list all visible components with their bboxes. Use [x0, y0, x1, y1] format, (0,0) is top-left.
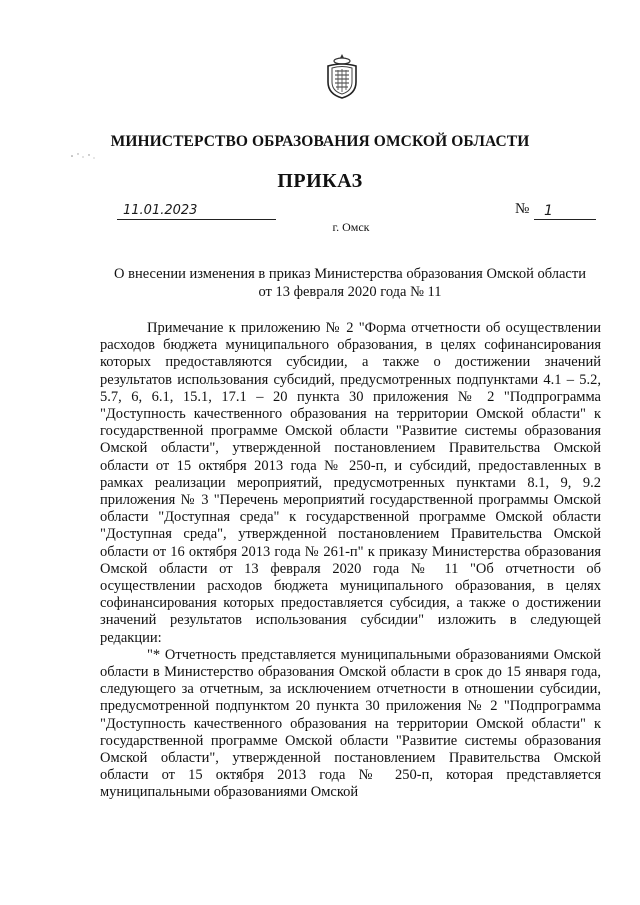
- order-subject: [100, 266, 600, 301]
- body-paragraph-2: "* Отчетность представляется муниципальными образованиями Омской области в Министерство образования Омской области в срок до 15 января года, следующего за отчетным, за исключением отчетности в отношении субсидии, предусмотренной подпунктом 20 пункта 30 приложения № 2 "Подпрограмма "Доступность качественного образования на территории Омской области" к государственной программе Омской области "Развитие системы образования Омской области", утвержденной постановлением Правительства Омской области от 15 октября 2013 года № 250-п, которая представляется муниципальными образованиями Омской: [100, 646, 601, 801]
- number-label: №: [515, 201, 530, 217]
- body-paragraph-1: Примечание к приложению № 2 "Форма отчетности об осуществлении расходов бюджета муниципального образования, в целях софинансирования которых предоставляются субсидии, а также о достижении значений результатов использования субсидий, предусмотренных подпунктами 4.1 – 5.2, 5.7, 6, 6.1, 15.1, 17.1 – 20 пункта 30 приложения № 2 "Подпрограмма "Доступность качественного образования на территории Омской области" к государственной программе Омской области "Развитие системы образования Омской области", утвержденной постановлением Правительства Омской области от 15 октября 2013 года № 250-п, и субсидий, предоставленных в рамках реализации мероприятий, предусмотренных пунктами 8.1, 9, 9.2 приложения № 3 "Перечень мероприятий государственной программы Омской области "Доступная среда" к государственной программе Омской области "Доступная среда", утвержденной постановлением Правительства Омской области от 16 октября 2013 года № 261-п" к приказу Министерства образования Омской области от 13 февраля 2020 года № 11 "Об отчетности об осуществлении расходов бюджета муниципального образования, в целях софинансирования которых предоставляется субсидия, а также о достижении значений результатов использования субсидии" изложить в следующей редакции:: [100, 320, 601, 646]
- document-body: [100, 320, 601, 802]
- scan-marks: [68, 150, 98, 162]
- order-date: 11.01.2023: [117, 203, 276, 220]
- ministry-title: МИНИСТЕРСТВО ОБРАЗОВАНИЯ ОМСКОЙ ОБЛАСТИ: [110, 133, 530, 150]
- subject-line-1: О внесении изменения в приказ Министерства образования Омской области: [114, 266, 586, 282]
- city-label: г. Омск: [332, 220, 370, 234]
- subject-line-2: от 13 февраля 2020 года № 11: [258, 283, 442, 300]
- order-number: 1: [534, 203, 596, 220]
- coat-of-arms-emblem: [324, 52, 360, 100]
- document-type-title: ПРИКАЗ: [277, 170, 363, 192]
